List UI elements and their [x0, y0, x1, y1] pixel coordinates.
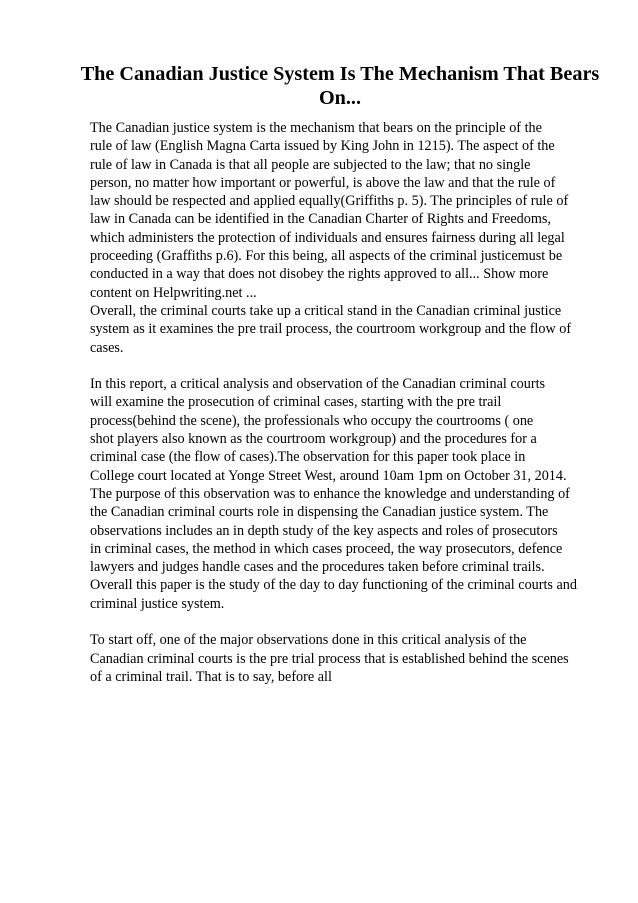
title-line: The Canadian Justice System Is The Mechanism That Bears	[80, 63, 600, 85]
text-line: which administers the protection of individuals and ensures fairness during all legal	[90, 229, 565, 246]
text-line: rule of law (English Magna Carta issued by King John in 1215). The aspect of the	[90, 138, 555, 155]
text-line: in criminal cases, the method in which cases proceed, the way prosecutors, defence	[90, 540, 563, 557]
paragraph	[90, 631, 600, 686]
text-line: the Canadian criminal courts role in dispensing the Canadian justice system. The	[90, 504, 549, 521]
paragraph-spacer	[90, 357, 600, 375]
text-line: law in Canada can be identified in the Canadian Charter of Rights and Freedoms,	[90, 211, 551, 228]
title-line: On...	[318, 87, 362, 109]
text-line: The Canadian justice system is the mechanism that bears on the principle of the	[90, 120, 542, 136]
text-line: In this report, a critical analysis and observation of the Canadian criminal courts	[90, 376, 546, 393]
text-line: lawyers and judges handle cases and the procedures taken before criminal trails.	[90, 559, 545, 576]
text-line: law should be respected and applied equally(Griffiths p. 5). The principles of rule of	[90, 193, 569, 210]
text-line: College court located at Yonge Street West, around 10am 1pm on October 31, 2014.	[90, 467, 567, 484]
text-line: rule of law in Canada is that all people are subjected to the law; that no single	[90, 156, 531, 173]
document-title	[80, 62, 600, 110]
paragraph-spacer	[90, 613, 600, 631]
paragraph	[90, 375, 600, 613]
text-line: proceeding (Graffiths p.6). For this being, all aspects of the criminal justicemust be	[90, 248, 563, 265]
paragraph	[90, 119, 600, 302]
text-line: criminal case (the flow of cases).The observation for this paper took place in	[90, 449, 526, 466]
text-line: criminal justice system.	[90, 595, 225, 612]
text-line: Overall this paper is the study of the day to day functioning of the criminal courts and	[90, 577, 577, 594]
text-line: Overall, the criminal courts take up a critical stand in the Canadian criminal justice	[90, 302, 562, 319]
text-line: Canadian criminal courts is the pre trial process that is established behind the scenes	[90, 650, 569, 667]
document-body	[90, 119, 600, 686]
text-line: To start off, one of the major observations done in this critical analysis of the	[90, 632, 527, 649]
text-line: observations includes an in depth study of the key aspects and roles of prosecutors	[90, 522, 558, 539]
text-line: process(behind the scene), the professionals who occupy the courtrooms ( one	[90, 412, 534, 429]
paragraph	[90, 302, 600, 357]
text-line: cases.	[90, 339, 124, 356]
text-line: system as it examines the pre trail process, the courtroom workgroup and the flow of	[90, 321, 572, 338]
text-line: The purpose of this observation was to enhance the knowledge and understanding of	[90, 485, 570, 502]
text-line: shot players also known as the courtroom workgroup) and the procedures for a	[90, 431, 537, 448]
text-line: will examine the prosecution of criminal cases, starting with the pre trail	[90, 394, 502, 411]
text-line: content on Helpwriting.net ...	[90, 284, 257, 301]
text-line: conducted in a way that does not disobey the rights approved to all... Show more	[90, 266, 549, 283]
text-line: person, no matter how important or powerful, is above the law and that the rule of	[90, 174, 556, 191]
text-line: of a criminal trail. That is to say, before all	[90, 668, 332, 685]
